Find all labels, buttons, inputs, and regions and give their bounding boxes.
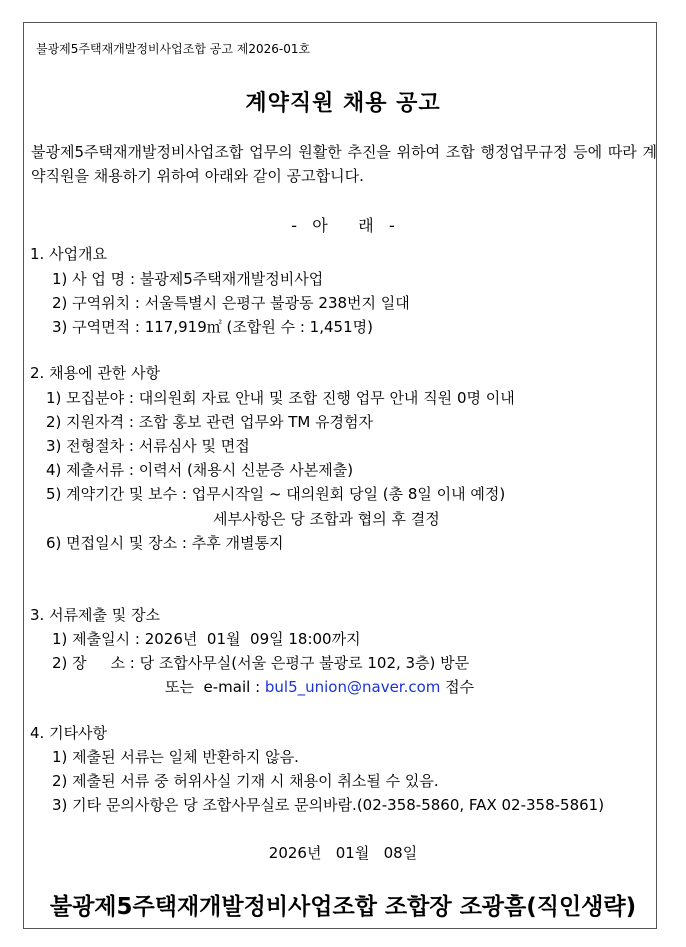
section-4-item-3: 3) 기타 문의사항은 당 조합사무실로 문의바람.(02-358-5860, FAX 02-358-5861): [52, 796, 605, 814]
notice-reference-number: 불광제5주택재개발정비사업조합 공고 제2026-01호: [36, 42, 311, 56]
section-2-item-process: 3) 전형절차 : 서류심사 및 면접: [46, 437, 250, 455]
section-2-item-documents: 4) 제출서류 : 이력서 (채용시 신분증 사본제출): [46, 461, 354, 479]
section-2-item-contract: 5) 계약기간 및 보수 : 업무시작일 ~ 대의원회 당일 (총 8일 이내 예정): [46, 485, 506, 503]
intro-paragraph: 불광제5주택재개발정비사업조합 업무의 원활한 추진을 위하여 조합 행정업무규정 등에 따라 계약직원을 채용하기 위하여 아래와 같이 공고합니다.: [31, 143, 657, 185]
section-4-item-2: 2) 제출된 서류 중 허위사실 기재 시 채용이 취소될 수 있음.: [52, 772, 439, 790]
section-1-item-location: 2) 구역위치 : 서울특별시 은평구 불광동 238번지 일대: [52, 294, 410, 312]
section-1-item-area: 3) 구역면적 : 117,919㎡ (조합원 수 : 1,451명): [52, 318, 373, 336]
email-suffix: 접수: [440, 678, 475, 696]
section-2-item-qualification: 2) 지원자격 : 조합 홍보 관련 업무와 TM 유경험자: [46, 413, 374, 431]
email-prefix: 또는 e-mail :: [165, 678, 265, 696]
section-4-heading: 4. 기타사항: [30, 724, 108, 742]
section-3-item-email-line: [165, 676, 474, 697]
section-2-item-field: 1) 모집분야 : 대의원회 자료 안내 및 조합 진행 업무 안내 직원 0명 이내: [46, 389, 515, 407]
section-3-item-place: 2) 장 소 : 당 조합사무실(서울 은평구 불광로 102, 3층) 방문: [52, 654, 470, 672]
section-1-heading: 1. 사업개요: [30, 245, 108, 263]
notice-date: 2026년 01월 08일: [268, 844, 418, 862]
notice-title: 계약직원 채용 공고: [245, 91, 441, 116]
section-1-item-project-name: 1) 사 업 명 : 불광제5주택재개발정비사업: [52, 270, 324, 288]
section-2-item-interview: 6) 면접일시 및 장소 : 추후 개별통지: [46, 534, 284, 552]
section-3-heading: 3. 서류제출 및 장소: [30, 606, 161, 624]
section-4-item-1: 1) 제출된 서류는 일체 반환하지 않음.: [52, 748, 299, 766]
section-2-heading: 2. 채용에 관한 사항: [30, 364, 161, 382]
section-3-item-deadline: 1) 제출일시 : 2026년 01월 09일 18:00까지: [52, 630, 361, 648]
signature-line: 불광제5주택재개발정비사업조합 조합장 조광흠(직인생략): [49, 894, 637, 920]
section-2-item-contract-detail: 세부사항은 당 조합과 협의 후 결정: [213, 510, 440, 528]
email-link[interactable]: bul5_union@naver.com: [264, 678, 441, 696]
below-heading: - 아 래 -: [291, 216, 395, 235]
